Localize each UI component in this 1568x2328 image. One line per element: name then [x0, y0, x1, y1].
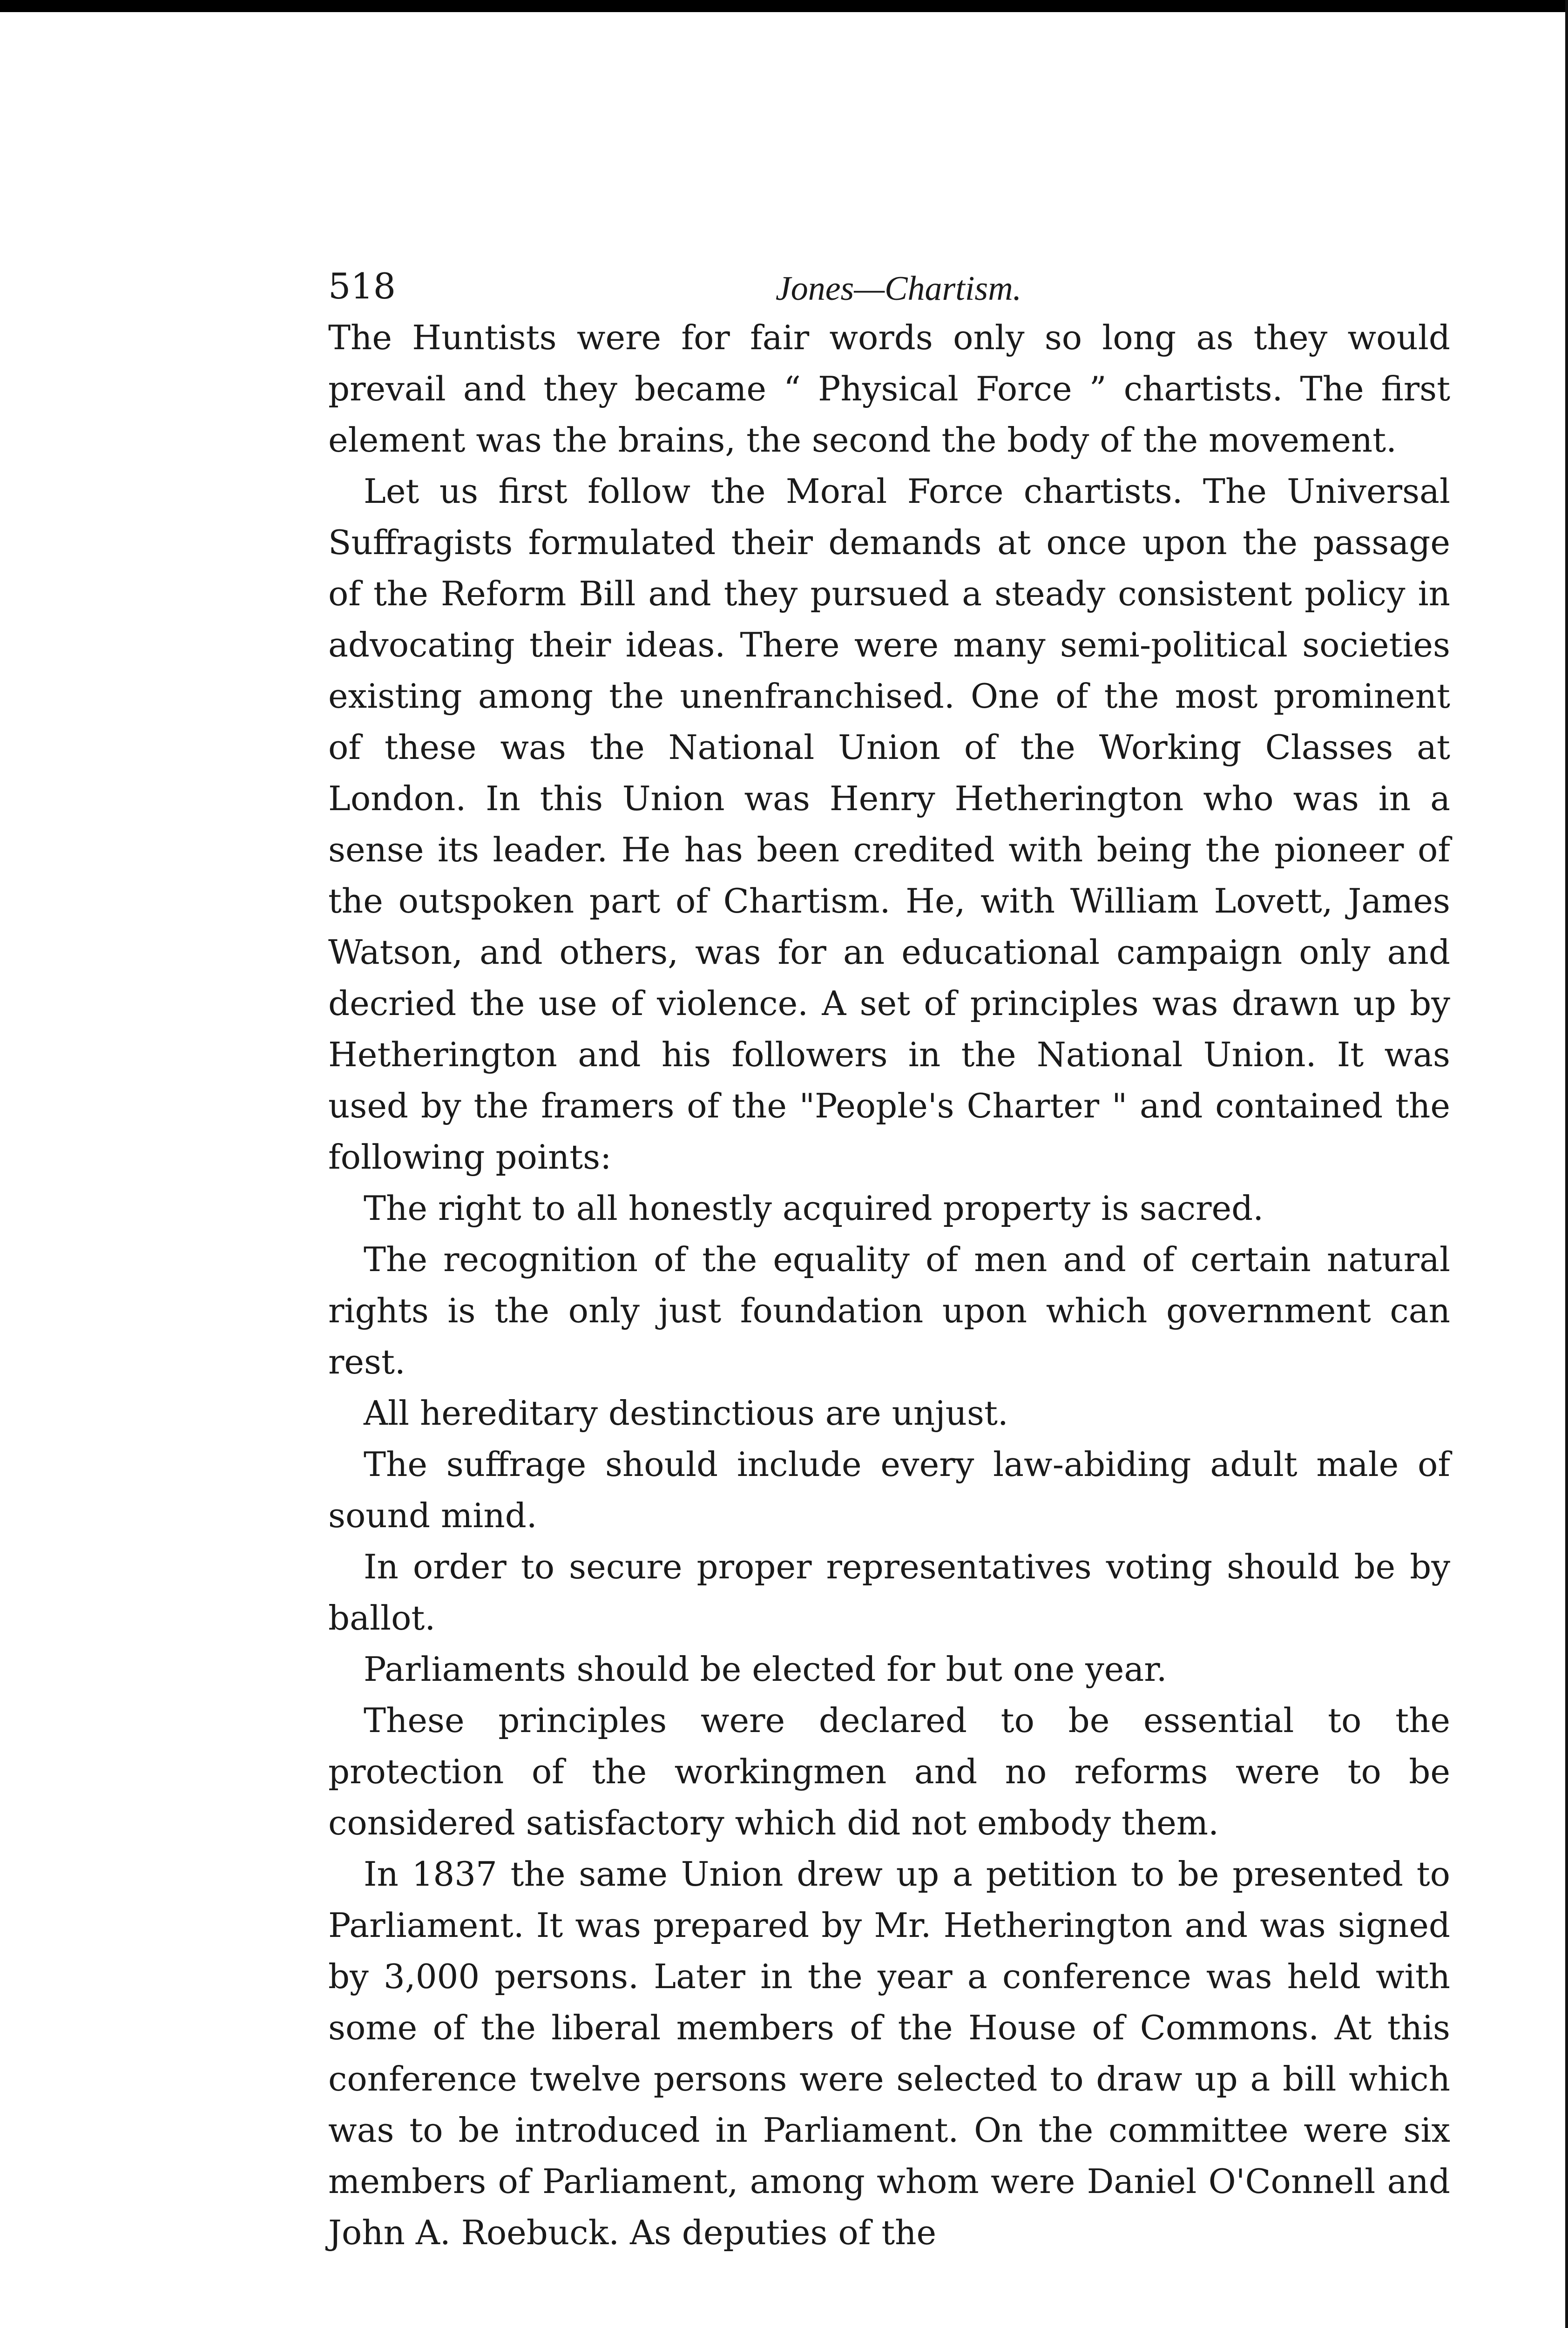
scan-border-right	[1565, 0, 1568, 2328]
paragraph: In 1837 the same Union drew up a petition to be presented to Parliament. It was prepared by Mr. Hetherington and was signed by 3,000 persons. Later in the year a conference was held with some of the liberal members of the House of Commons. At this conference twelve persons were selected to draw up a bill which was to be introduced in Parliament. On the committee were six members of Parliament, among whom were Daniel O'Connell and John A. Roebuck. As deputies of the	[328, 1854, 1450, 2252]
principle-item: Parliaments should be elected for but one year.	[364, 1650, 1167, 1689]
running-title: Jones—Chartism.	[775, 270, 1022, 308]
principle-item: The suffrage should include every law-abiding adult male of sound mind.	[328, 1445, 1450, 1535]
principle-item: In order to secure proper representatives voting should be by ballot.	[328, 1547, 1450, 1638]
principle-item: All hereditary destinctious are unjust.	[364, 1394, 1008, 1433]
principle-item: The right to all honestly acquired property is sacred.	[364, 1189, 1264, 1228]
paragraph: These principles were declared to be essential to the protection of the workingmen and no reforms were to be considered satisfactory which did not embody them.	[328, 1701, 1450, 1842]
principle-item: The recognition of the equality of men and of certain natural rights is the only just foundation upon which government can rest.	[328, 1240, 1450, 1381]
page-number: 518	[328, 265, 396, 307]
book-page	[328, 261, 1450, 2258]
body-text	[328, 312, 1450, 2258]
paragraph: Let us first follow the Moral Force chartists. The Universal Suffragists formulated their demands at once upon the passage of the Reform Bill and they pursued a steady consistent policy in advocating their ideas. There were many semi-political societies existing among the unenfranchised. One of the most prominent of these was the National Union of the Working Classes at London. In this Union was Henry Hetherington who was in a sense its leader. He has been credited with being the pioneer of the outspoken part of Chartism. He, with William Lovett, James Watson, and others, was for an educational campaign only and decried the use of violence. A set of principles was drawn up by Hetherington and his followers in the National Union. It was used by the framers of the "People's Charter " and contained the following points:	[328, 472, 1450, 1177]
running-head	[328, 261, 1450, 312]
paragraph: The Huntists were for fair words only so long as they would prevail and they became “ Physical Force ” chartists. The first element was the brains, the second the body of the movement.	[328, 318, 1450, 460]
scan-border-top	[0, 0, 1568, 12]
